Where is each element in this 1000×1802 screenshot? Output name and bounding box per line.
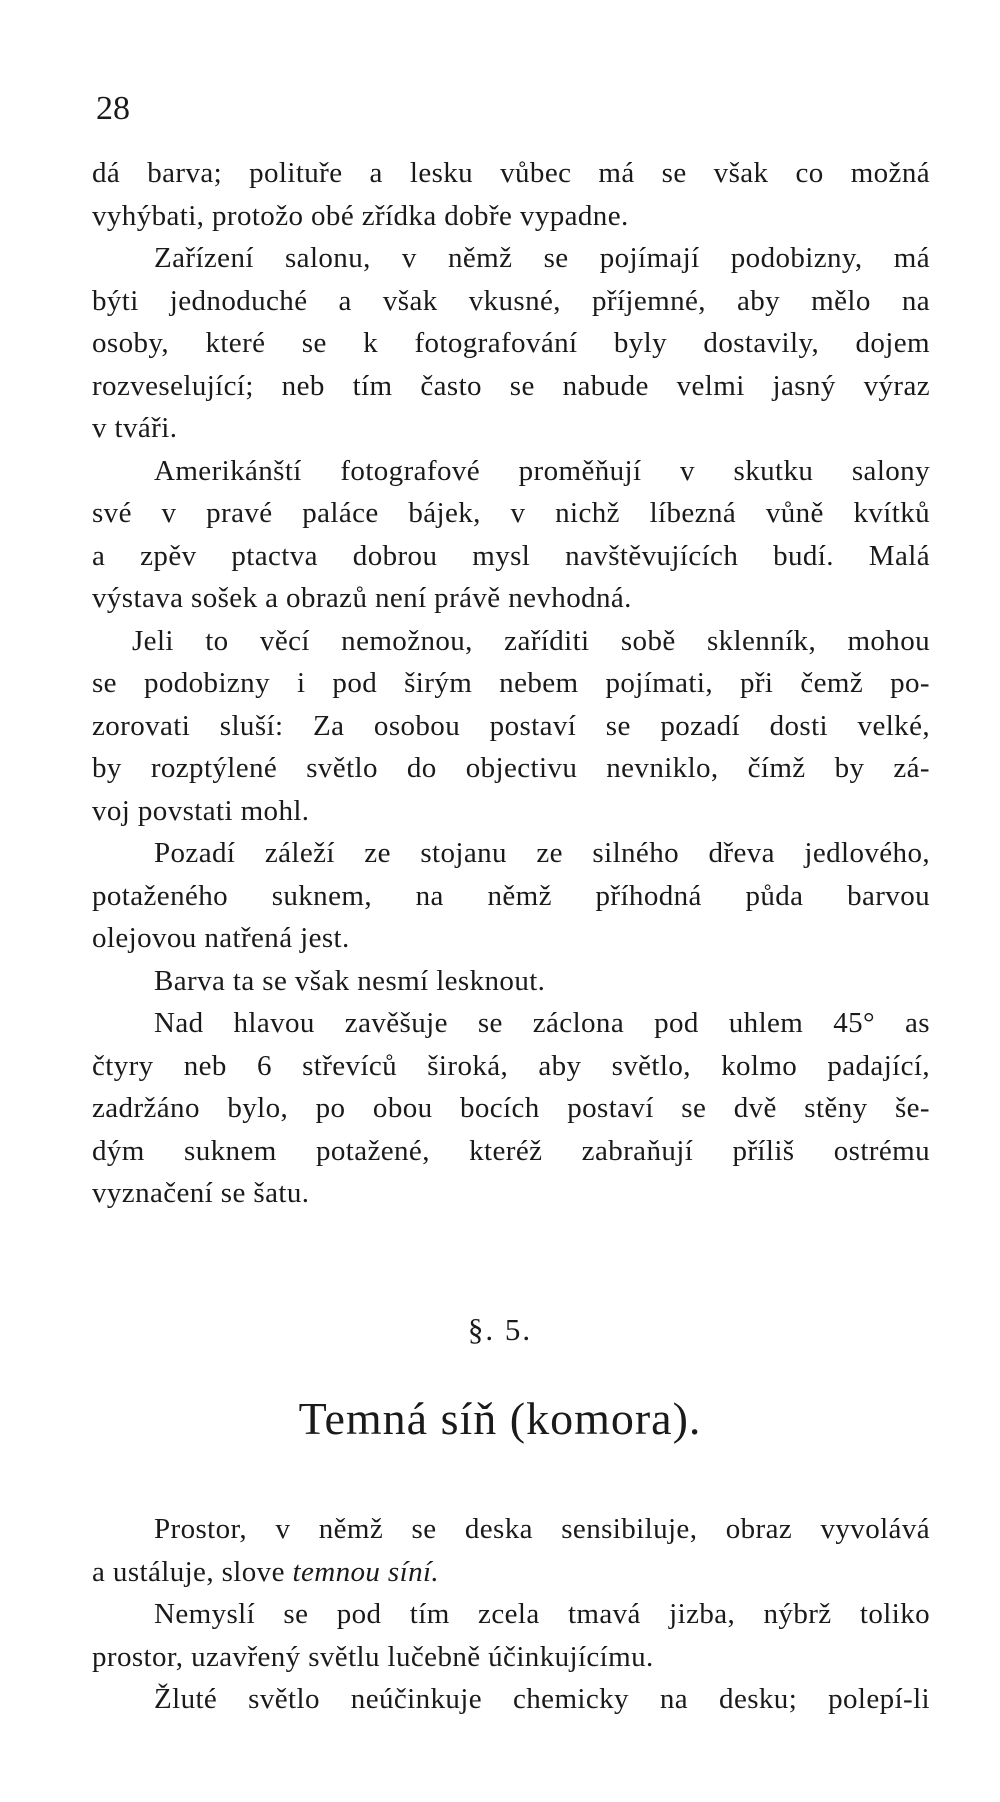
text-line-content: Žluté světlo neúčinkuje chemicky na desku; polepí-li <box>154 1683 930 1715</box>
text-line <box>92 1551 930 1594</box>
text-line <box>92 365 930 408</box>
text-line-content: vyhýbati, protožo obé zřídka dobře vypadne. <box>92 199 629 232</box>
text-line-content: osoby, které se k fotografování byly dostavily, dojem <box>92 327 930 359</box>
text-line-content: vyznačení se šatu. <box>92 1177 310 1209</box>
text-line-content: voj povstati mohl. <box>92 794 310 827</box>
text-line <box>92 1130 930 1173</box>
text-line-content: se podobizny i pod širým nebem pojímati, při čemž po- <box>92 667 930 699</box>
text-line <box>92 620 930 663</box>
text-line <box>92 1172 930 1215</box>
text-line-content: své v pravé paláce bájek, v nichž líbezná vůně kvítků <box>92 497 930 529</box>
text-line <box>92 1593 930 1636</box>
text-line-content: a zpěv ptactva dobrou mysl navštěvujících budí. Malá <box>92 539 930 572</box>
text-line <box>92 917 930 960</box>
text-line <box>92 705 930 748</box>
text-line <box>92 195 930 238</box>
text-line <box>92 237 930 280</box>
text-line-content: zorovati sluší: Za osobou postaví se pozadí dosti velké, <box>92 709 930 742</box>
text-line <box>92 322 930 365</box>
text-line-content: zadržáno bylo, po obou bocích postaví se dvě stěny še- <box>92 1092 930 1124</box>
text-line-content: v tváři. <box>92 412 178 444</box>
text-line <box>92 152 930 195</box>
text-line-content: Jeli to věcí nemožnou, zaříditi sobě sklenník, mohou <box>132 624 930 657</box>
text-line-content: rozveselující; neb tím často se nabude velmi jasný výraz <box>92 369 930 402</box>
text-line <box>92 1636 930 1679</box>
text-line-content: Pozadí záleží ze stojanu ze silného dřeva jedlového, <box>154 837 930 869</box>
text-line-content: čtyry neb 6 střevíců široká, aby světlo, kolmo padající, <box>92 1049 930 1082</box>
text-line <box>92 747 930 790</box>
text-line-content: býti jednoduché a však vkusné, příjemné, aby mělo na <box>92 284 930 317</box>
text-line <box>92 1045 930 1088</box>
text-line <box>92 577 930 620</box>
text-line <box>92 875 930 918</box>
text-line-content: výstava sošek a obrazů není právě nevhodná. <box>92 582 632 614</box>
text-line <box>92 1087 930 1130</box>
section-number: §. 5. <box>467 1312 533 1347</box>
text-line <box>92 280 930 323</box>
text-line <box>92 407 930 450</box>
text-line <box>92 1508 930 1551</box>
text-line-content: prostor, uzavřený světlu lučebně účinkujícímu. <box>92 1640 654 1673</box>
text-line-content: Nemyslí se pod tím zcela tmavá jizba, nýbrž toliko <box>154 1598 930 1630</box>
text-line-content: Nad hlavou zavěšuje se záclona pod uhlem 45° as <box>154 1007 930 1039</box>
text-line <box>92 832 930 875</box>
text-line <box>92 790 930 833</box>
text-line-content: dá barva; polituře a lesku vůbec má se však co možná <box>92 157 930 189</box>
text-line-content: a ustáluje, slove <box>92 1555 293 1588</box>
text-line <box>92 960 930 1003</box>
text-line-content: olejovou natřená jest. <box>92 922 350 954</box>
text-line <box>92 1002 930 1045</box>
text-line <box>92 662 930 705</box>
body-text-bottom <box>92 1508 930 1721</box>
text-line <box>92 450 930 493</box>
text-line-content: Amerikánští fotografové proměňují v skutku salony <box>154 454 930 487</box>
text-line-content: Prostor, v němž se deska sensibiluje, obraz vyvolává <box>154 1513 930 1545</box>
section-title: Temná síň (komora). <box>298 1393 702 1444</box>
page-number: 28 <box>96 90 130 127</box>
text-line <box>92 535 930 578</box>
text-line <box>92 1678 930 1721</box>
text-line-content: potaženého suknem, na němž příhodná půda barvou <box>92 879 930 912</box>
text-line-content: by rozptýlené světlo do objectivu nevniklo, čímž by zá- <box>92 752 930 784</box>
text-line-content: Zařízení salonu, v němž se pojímají podobizny, má <box>154 242 930 274</box>
text-line-content: dým suknem potažené, kteréž zabraňují příliš ostrému <box>92 1134 930 1167</box>
body-text-top <box>92 152 930 1215</box>
text-line <box>92 492 930 535</box>
text-line-content: Barva ta se však nesmí lesknout. <box>154 964 546 997</box>
italic-term: temnou síní. <box>292 1555 440 1588</box>
